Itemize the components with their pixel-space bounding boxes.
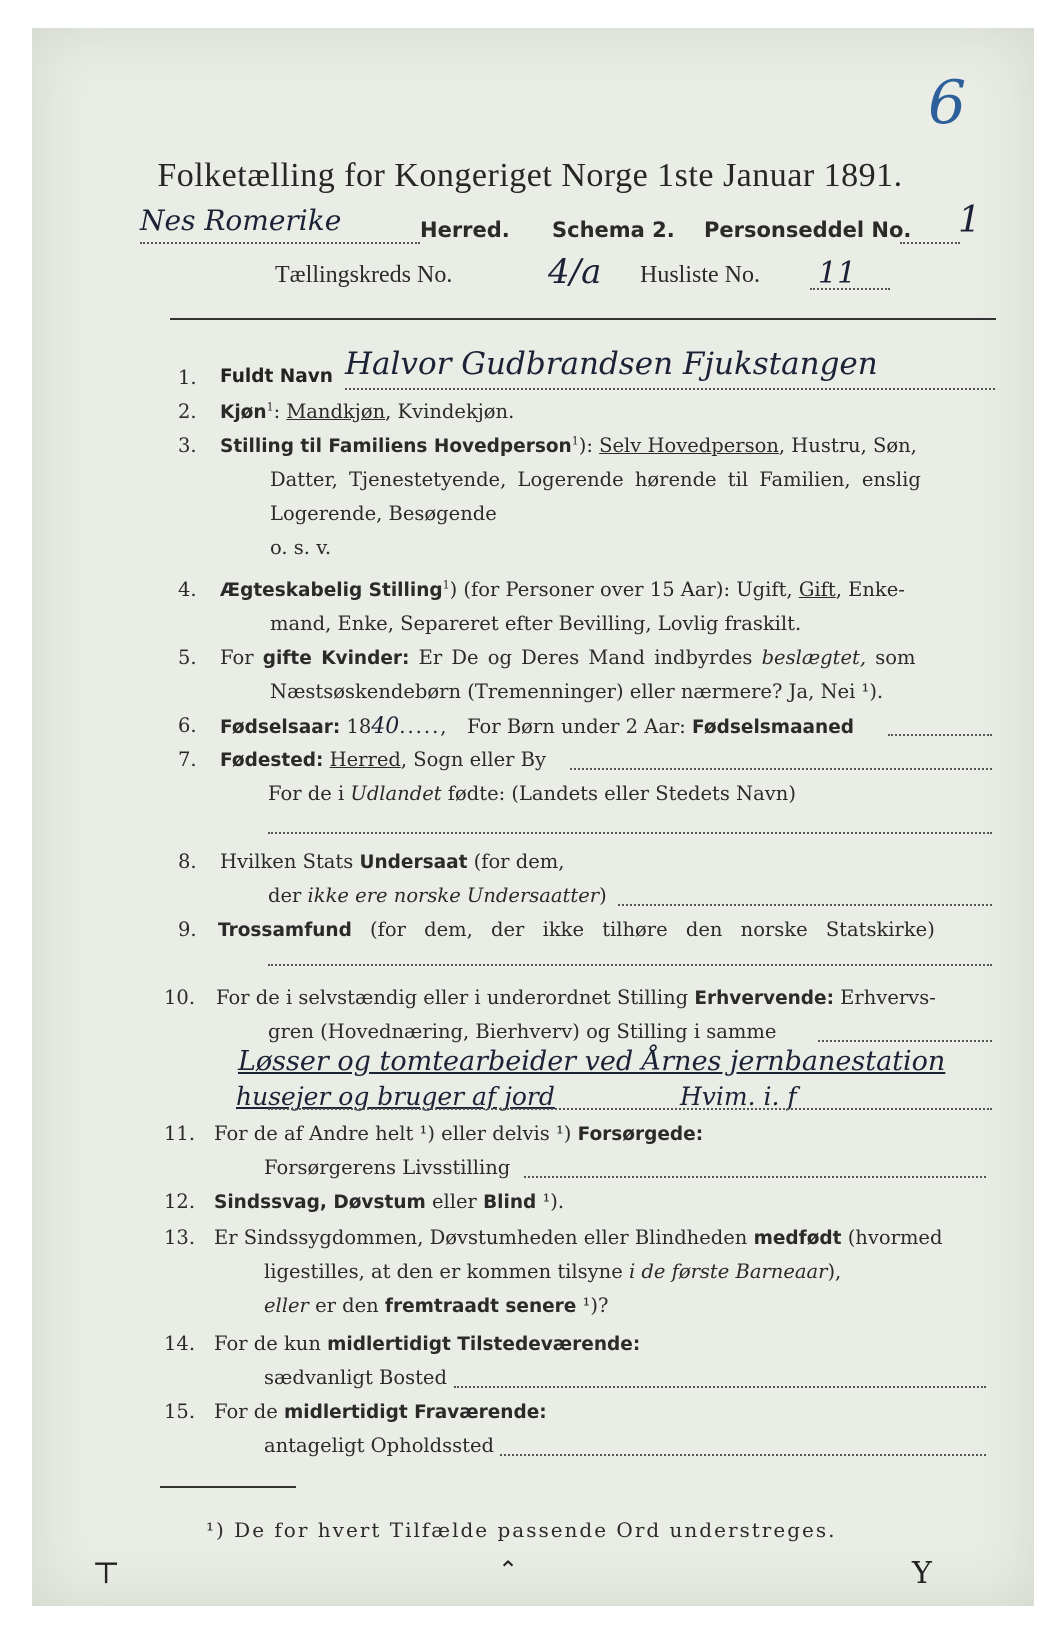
footnote-rule: [160, 1486, 296, 1488]
taellingskreds-label: Tællingskreds No.: [275, 262, 453, 288]
q12-label2: Blind: [483, 1192, 537, 1213]
form-title: Folketælling for Kongeriget Norge 1ste Januar 1891.: [157, 157, 903, 194]
q12-label: Sindssvag, Døvstum: [214, 1192, 426, 1213]
schema-label: Schema 2.: [552, 218, 675, 242]
q13-line3-a: er den: [308, 1294, 385, 1317]
corner-mark-left: ⊤: [92, 1556, 121, 1591]
q13-line2: [264, 1260, 841, 1283]
q10-pre: For de i selvstændig eller i underordnet Stilling: [216, 986, 695, 1009]
q7-selected-herred: Herred: [329, 748, 401, 771]
q14-number: 14.: [164, 1332, 196, 1355]
q11-line1: [214, 1122, 703, 1145]
q12-number: 12.: [164, 1190, 196, 1213]
q1-number: 1.: [178, 366, 197, 389]
q12-mid: eller: [425, 1190, 484, 1213]
q15-line1: [214, 1400, 547, 1423]
q10-line2: gren (Hovednæring, Bierhverv) og Stilling i samme: [268, 1020, 777, 1043]
q12-line: [214, 1190, 564, 1213]
q7-line1: [220, 748, 546, 771]
q11-line2: Forsørgerens Livsstilling: [264, 1156, 511, 1179]
q14-line2: sædvanligt Bosted: [264, 1366, 447, 1389]
q14-dotted-line: [454, 1386, 986, 1388]
personseddel-dotted-line: [900, 242, 960, 244]
q13-line2-a: ligestilles, at den er kommen tilsyne: [264, 1260, 629, 1283]
q15-line2: antageligt Opholdssted: [264, 1434, 495, 1457]
q7-dotted-line2: [268, 832, 992, 834]
q5-pre: For: [220, 646, 263, 669]
q5-number: 5.: [178, 646, 197, 669]
q2-selected-mandkjon: Mandkjøn: [286, 400, 386, 423]
q2-sup: 1: [266, 400, 274, 414]
q4-rest-a: (for Personer over 15 Aar): Ugift,: [457, 578, 799, 601]
q5-rest: Er De og Deres Mand indbyrdes: [409, 646, 762, 669]
q6-line: Fødselsaar: 1840....., For Børn under 2 Aar: Fødselsmaaned: [220, 714, 855, 739]
q6-label2: Fødselsmaaned: [692, 717, 855, 738]
q3-line3: Logerende, Besøgende: [270, 502, 497, 525]
q8-line2-italic: ikke ere norske Undersaatter: [307, 884, 600, 907]
q10-label: Erhvervende:: [694, 988, 834, 1009]
q6-dotted-line: [888, 734, 992, 736]
q10-line1: [216, 986, 936, 1009]
q3-rest: , Hustru, Søn,: [778, 434, 917, 457]
husliste-dotted-line: [810, 288, 890, 290]
q4-number: 4.: [178, 578, 197, 601]
q6-label: Fødselsaar:: [220, 717, 341, 738]
q2-line: Kjøn$^1$: Mandkjøn, Kvindekjøn.: [220, 400, 515, 423]
q6-rest: For Børn under 2 Aar:: [467, 715, 686, 738]
husliste-number: 11: [818, 256, 857, 291]
q15-number: 15.: [164, 1400, 196, 1423]
corner-mark-center: ⌃: [498, 1556, 519, 1584]
q4-selected-gift: Gift: [798, 578, 836, 601]
q10-occupation-note: Hvim. i. f: [680, 1082, 797, 1111]
q5-label: gifte Kvinder:: [262, 648, 410, 669]
q3-line4: o. s. v.: [270, 536, 332, 559]
herred-dotted-line: [140, 242, 420, 244]
q2-kvindekjon: , Kvindekjøn.: [385, 400, 515, 423]
q13-line3-bold: fremtraadt senere: [384, 1296, 577, 1317]
q3-label: Stilling til Familiens Hovedperson: [220, 436, 572, 457]
q4-rest-b: , Enke-: [835, 578, 905, 601]
q7-number: 7.: [178, 748, 197, 771]
census-form-paper: [32, 28, 1034, 1606]
q7-line2-italic: Udlandet: [350, 782, 442, 805]
page-number: 6: [928, 68, 967, 138]
q7-label: Fødested:: [220, 750, 324, 771]
q9-number: 9.: [178, 918, 197, 941]
q7-rest: , Sogn eller By: [400, 748, 547, 771]
q6-number: 6.: [178, 714, 197, 737]
herred-name: Nes Romerike: [140, 204, 342, 237]
q13-line1: [214, 1226, 942, 1249]
personseddel-label: Personseddel No.: [704, 218, 912, 242]
q4-line1: Ægteskabelig Stilling$^1$) (for Personer over 15 Aar): Ugift, Gift, Enke-: [220, 578, 905, 601]
q8-rest: (for dem,: [467, 850, 565, 873]
q10-occupation-line2: husejer og bruger af jord: [236, 1082, 555, 1111]
q1-dotted-line: [345, 388, 995, 390]
q4-sup: 1: [442, 578, 450, 592]
q15-label: midlertidigt Fraværende:: [283, 1402, 547, 1423]
q11-number: 11.: [164, 1122, 196, 1145]
q2-number: 2.: [178, 400, 197, 423]
q13-line3: [264, 1294, 608, 1317]
q14-line1: [214, 1332, 640, 1355]
q8-line2-b: ): [599, 884, 607, 907]
q13-label: medfødt: [753, 1228, 842, 1249]
q8-pre: Hvilken Stats: [220, 850, 360, 873]
q13-rest: (hvormed: [841, 1226, 943, 1249]
footnote: ¹) De for hvert Tilfælde passende Ord understreges.: [206, 1518, 837, 1542]
q1-answer: Halvor Gudbrandsen Fjukstangen: [345, 346, 878, 382]
q4-label: Ægteskabelig Stilling: [220, 580, 443, 601]
q10-number: 10.: [164, 986, 196, 1009]
q14-pre: For de kun: [214, 1332, 328, 1355]
q11-dotted-line: [524, 1176, 986, 1178]
q13-line2-italic: i de første Barneaar: [628, 1260, 828, 1283]
q6-year-hand: 40: [371, 714, 400, 739]
q3-number: 3.: [178, 434, 197, 457]
q10-dotted-line: [818, 1040, 992, 1042]
q10-rest: Erhvervs-: [833, 986, 936, 1009]
q9-line1: [218, 918, 935, 941]
q3-selected: Selv Hovedperson: [599, 434, 779, 457]
q9-label: Trossamfund: [218, 920, 352, 941]
q9-rest: (for dem, der ikke tilhøre den norske Statskirke): [351, 918, 935, 941]
herred-label: Herred.: [420, 218, 510, 242]
q12-end: ¹).: [536, 1190, 565, 1213]
q7-line2: [268, 782, 796, 805]
q7-line2-b: fødte: (Landets eller Stedets Navn): [441, 782, 796, 805]
q11-pre: For de af Andre helt ¹) eller delvis ¹): [214, 1122, 578, 1145]
taellingskreds-number: 4/a: [548, 252, 602, 292]
q13-number: 13.: [164, 1226, 196, 1249]
q7-dotted-line: [570, 768, 992, 770]
q13-line3-italic: eller: [264, 1294, 309, 1317]
q9-dotted-line: [268, 964, 992, 966]
q8-number: 8.: [178, 850, 197, 873]
q3-line1: Stilling til Familiens Hovedperson$^1$): Selv Hovedperson, Hustru, Søn,: [220, 434, 917, 457]
q6-prefix: 18: [346, 715, 372, 738]
header-rule: [170, 318, 996, 320]
q1-label: Fuldt Navn: [220, 366, 333, 387]
q8-line2: [268, 884, 607, 907]
q15-pre: For de: [214, 1400, 284, 1423]
q8-line2-a: der: [268, 884, 308, 907]
q4-line2: mand, Enke, Separeret efter Bevilling, Lovlig fraskilt.: [270, 612, 802, 635]
q2-label: Kjøn: [220, 402, 267, 423]
q5-rest-b: som: [866, 646, 916, 669]
personseddel-number: 1: [958, 200, 981, 241]
q5-line2: Næstsøskendebørn (Tremenninger) eller nærmere? Ja, Nei ¹).: [270, 680, 884, 703]
q8-dotted-line: [618, 904, 992, 906]
q3-line2: Datter, Tjenestetyende, Logerende hørende til Familien, enslig: [270, 468, 921, 491]
q7-line2-a: For de i: [268, 782, 351, 805]
husliste-label: Husliste No.: [640, 262, 760, 288]
corner-mark-right: Y: [912, 1556, 932, 1591]
q10-occupation-line1: Løsser og tomtearbeider ved Årnes jernbanestation: [238, 1046, 946, 1077]
q13-line3-c: ¹)?: [576, 1294, 609, 1317]
q14-label: midlertidigt Tilstedeværende:: [327, 1334, 641, 1355]
q13-pre: Er Sindssygdommen, Døvstumheden eller Blindheden: [214, 1226, 754, 1249]
q8-line1: [220, 850, 564, 873]
q5-italic: beslægtet,: [761, 646, 867, 669]
q11-label: Forsørgede:: [577, 1124, 704, 1145]
q13-line2-b: ),: [827, 1260, 842, 1283]
q3-sup: 1: [571, 434, 579, 448]
q8-label: Undersaat: [359, 852, 468, 873]
q5-line1: [220, 646, 916, 669]
q15-dotted-line: [500, 1454, 986, 1456]
q10-dotted-line2: [268, 1108, 992, 1110]
